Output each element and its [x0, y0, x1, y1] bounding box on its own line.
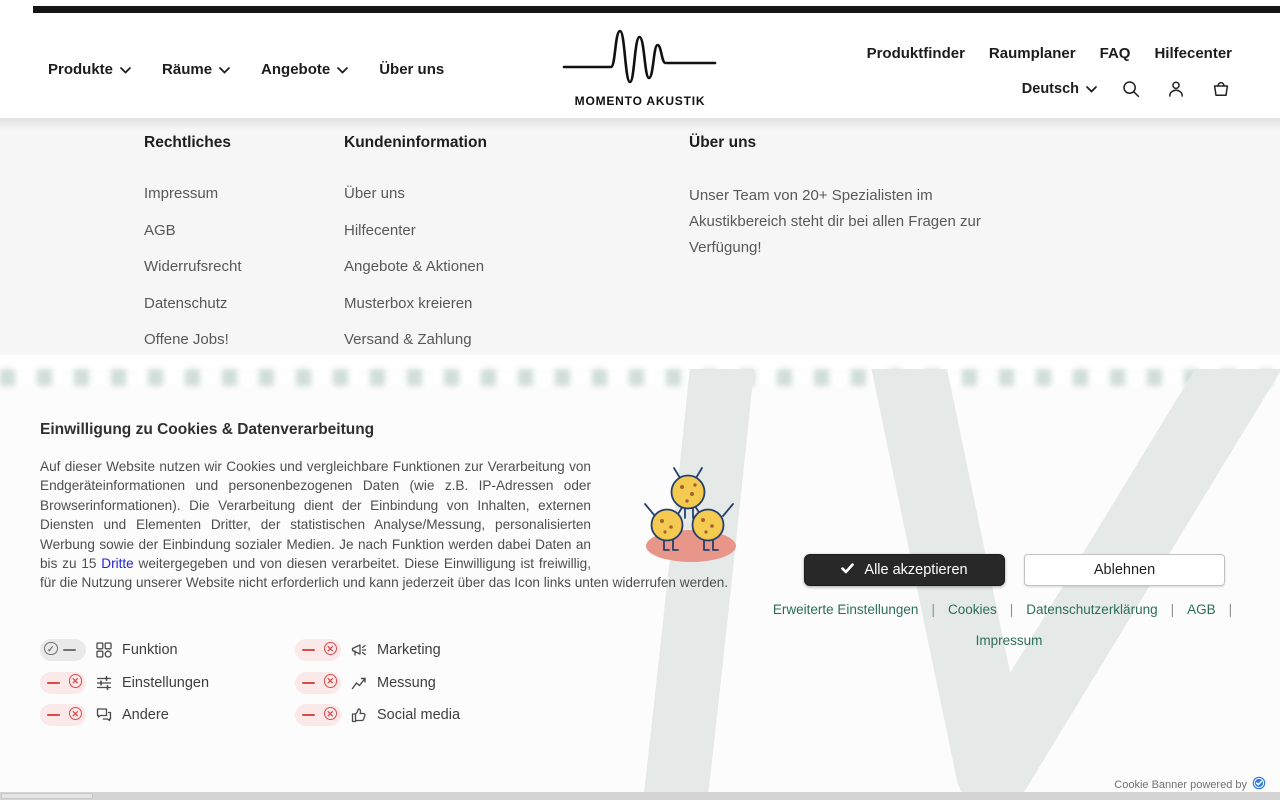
nav-label: FAQ	[1099, 45, 1131, 62]
decline-label: Ablehnen	[1093, 562, 1156, 578]
footer-link[interactable]: Impressum	[144, 185, 219, 202]
agb-link[interactable]: AGB	[1187, 602, 1216, 617]
separator: |	[1170, 602, 1175, 617]
language-label: Deutsch	[1021, 81, 1079, 97]
category-einstellungen	[40, 672, 295, 694]
scrollbar-thumb[interactable]	[1, 793, 93, 799]
toggle-funktion[interactable]	[40, 639, 86, 661]
powered-by-label: Cookie Banner powered by	[1114, 778, 1247, 791]
check-icon	[841, 562, 854, 578]
header-tools	[1022, 78, 1232, 100]
footer-link[interactable]: Versand & Zahlung	[344, 331, 472, 348]
consent-links	[770, 602, 1248, 648]
soundwave-logo-icon	[562, 75, 718, 92]
footer-heading: Rechtliches	[144, 134, 232, 151]
announcement-bar	[33, 6, 1280, 13]
nav-label: Hilfecenter	[1154, 45, 1232, 62]
footer-link[interactable]: Offene Jobs!	[144, 331, 229, 348]
footer-heading: Über uns	[689, 134, 757, 151]
modules-icon	[95, 641, 113, 659]
category-andere	[40, 704, 295, 726]
thumbs-up-icon	[350, 706, 368, 724]
nav-label: Produktfinder	[866, 45, 965, 62]
consent-manager-badge-icon	[1252, 776, 1266, 793]
consent-body-text	[40, 457, 791, 593]
search-icon[interactable]	[1120, 78, 1142, 100]
consent-links-row-2	[770, 633, 1248, 648]
category-social-media	[295, 704, 550, 726]
account-icon[interactable]	[1165, 78, 1187, 100]
nav-item-raeume[interactable]	[162, 61, 230, 78]
cookie-consent-banner	[0, 369, 1280, 800]
category-label: Marketing	[377, 642, 441, 658]
main-nav	[48, 61, 444, 78]
category-label: Social media	[377, 707, 461, 723]
consent-links-row-1	[770, 602, 1248, 617]
toggle-messung[interactable]	[295, 672, 341, 694]
nav-item-produkte[interactable]	[48, 61, 131, 78]
cart-icon[interactable]	[1210, 78, 1232, 100]
sliders-icon	[95, 674, 113, 692]
separator: |	[1009, 602, 1014, 617]
site-logo[interactable]	[555, 22, 725, 108]
footer-link[interactable]: Über uns	[344, 185, 405, 202]
consent-text-after: weitergegeben und von diesen verarbeitet. Diese Einwilligung ist freiwillig, für die Nutzung unserer Website nicht erforderlich und kann jederzeit über das Icon links unten widerrufen werden.	[40, 556, 729, 591]
category-label: Messung	[377, 674, 436, 691]
nav-item-raumplaner[interactable]	[989, 45, 1076, 62]
site-header	[0, 0, 1280, 118]
category-label: Einstellungen	[122, 674, 210, 691]
nav-label: Produkte	[48, 61, 114, 78]
footer-column-rechtliches	[144, 134, 242, 368]
footer	[0, 118, 1280, 355]
megaphone-icon	[350, 641, 368, 659]
separator: |	[931, 602, 935, 617]
cookies-link[interactable]: Cookies	[947, 602, 997, 617]
category-marketing	[295, 639, 550, 661]
nav-item-angebote[interactable]	[261, 61, 348, 78]
footer-link[interactable]: Hilfecenter	[344, 221, 416, 239]
consent-title: Einwilligung zu Cookies & Datenverarbeitung	[40, 421, 375, 438]
footer-heading: Kundeninformation	[344, 134, 487, 151]
nav-label: Raumplaner	[988, 45, 1076, 62]
footer-link[interactable]: Musterbox kreieren	[344, 294, 473, 312]
nav-item-ueber-uns[interactable]	[379, 61, 444, 78]
chevron-down-icon	[337, 61, 348, 78]
footer-link[interactable]: Datenschutz	[144, 294, 228, 312]
powered-by[interactable]	[1114, 776, 1266, 793]
footer-column-kundeninformation	[344, 134, 487, 368]
language-selector[interactable]	[1022, 81, 1097, 97]
utility-nav	[867, 45, 1232, 62]
header-shadow	[0, 118, 1280, 130]
footer-about-text: Unser Team von 20+ Spezialisten im Akustikbereich steht dir bei allen Fragen zur Verfügung!	[689, 187, 981, 256]
chevron-down-icon	[120, 61, 131, 78]
cookie-mascot-illustration	[591, 457, 791, 567]
toggle-einstellungen[interactable]	[40, 672, 86, 694]
dritte-link[interactable]: Dritte	[101, 556, 134, 572]
consent-text-before: Auf dieser Website nutzen wir Cookies und vergleichbare Funktionen zur Verarbeitung von Endgeräteinformationen und personenbezogenen Daten (wie z.B. IP-Adressen oder Browserinformationen). Die Verarbeitung dient der Einbindung von Inhalten, externen Diensten und Elementen Dritter, der statistischen Analyse/Messung, personalisierten Werbung sowie der Einbindung sozialer Medien. Je nach Funktion werden dabei Daten an bis zu 15	[40, 459, 591, 572]
chevron-down-icon	[219, 61, 230, 78]
category-funktion	[40, 639, 295, 661]
chevron-down-icon	[1086, 81, 1097, 97]
chart-icon	[350, 674, 368, 692]
footer-link[interactable]: Angebote & Aktionen	[344, 258, 485, 275]
nav-item-faq[interactable]	[1100, 45, 1131, 62]
toggle-marketing[interactable]	[295, 639, 341, 661]
category-label: Andere	[122, 707, 169, 723]
impressum-link[interactable]: Impressum	[975, 633, 1043, 648]
nav-label: Über uns	[379, 61, 445, 78]
horizontal-scrollbar[interactable]	[0, 792, 1280, 800]
cookie-categories	[40, 639, 550, 726]
footer-column-ueber-uns	[689, 134, 989, 261]
separator: |	[1228, 602, 1233, 617]
accept-all-button[interactable]	[804, 554, 1005, 586]
brand-name: MOMENTO AKUSTIK	[574, 94, 706, 108]
footer-link[interactable]: AGB	[144, 221, 176, 239]
category-messung	[295, 672, 550, 694]
advanced-settings-link[interactable]: Erweiterte Einstellungen	[772, 602, 919, 617]
nav-label: Angebote	[261, 61, 331, 78]
category-label: Funktion	[122, 642, 178, 658]
footer-link[interactable]: Widerrufsrecht	[144, 258, 242, 275]
chat-icon	[95, 706, 113, 724]
nav-item-hilfecenter[interactable]	[1154, 45, 1232, 62]
privacy-policy-link[interactable]: Datenschutzerklärung	[1026, 602, 1158, 617]
toggle-andere[interactable]	[40, 704, 86, 726]
decline-button[interactable]	[1024, 554, 1225, 586]
accept-label: Alle akzeptieren	[864, 562, 968, 578]
toggle-social-media[interactable]	[295, 704, 341, 726]
nav-label: Räume	[162, 61, 213, 78]
nav-item-produktfinder[interactable]	[867, 45, 965, 62]
